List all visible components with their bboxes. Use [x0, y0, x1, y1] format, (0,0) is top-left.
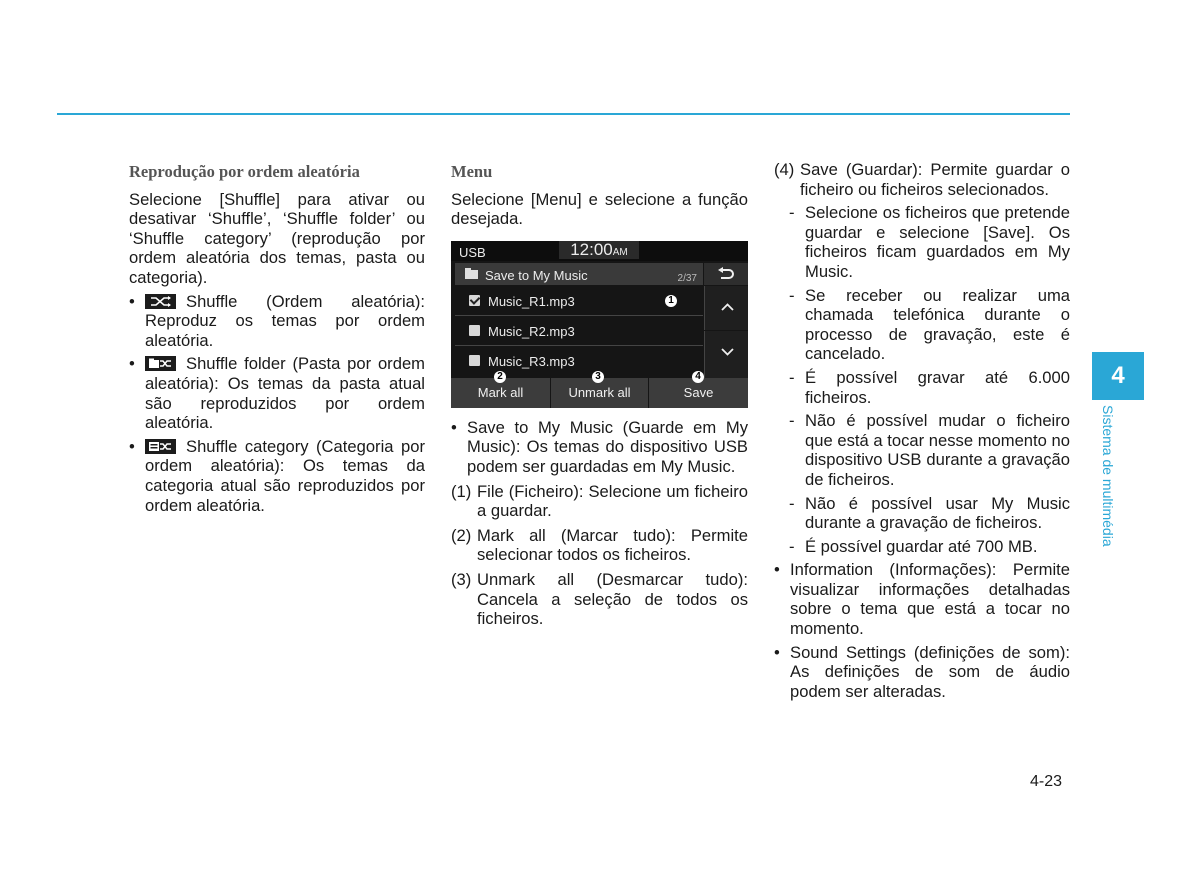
bullet-dot: •: [774, 642, 780, 662]
dash-item: [774, 537, 1070, 557]
folder-label: Save to My Music: [485, 267, 588, 283]
dash-item: [774, 203, 1070, 281]
numbered-item-1: [451, 482, 748, 521]
dash-item: [774, 494, 1070, 533]
column-save: [774, 160, 1070, 701]
callout-3: 3: [592, 371, 604, 383]
file-name: Music_R1.mp3: [488, 293, 575, 309]
shuffle-category-bullet: [129, 437, 425, 515]
clock: [559, 241, 639, 259]
track-count: 2/37: [677, 272, 697, 284]
top-rule: [57, 113, 1070, 115]
scroll-up-button[interactable]: [704, 286, 748, 330]
shuffle-bullet: [129, 292, 425, 351]
dash-item: [774, 286, 1070, 364]
shuffle-category-icon: [145, 439, 176, 454]
dash-text: É possível guardar até 700 MB.: [805, 536, 1038, 556]
bullet-dot: •: [451, 417, 457, 437]
bullet-dot: •: [774, 560, 780, 580]
back-icon: [717, 267, 735, 281]
bullet-text: Information (Informações): Permite visualizar informações detalhadas sobre o tema que está a tocar no momento.: [790, 560, 1070, 639]
folder-icon: [465, 268, 478, 279]
bullet-text: Sound Settings (definições de som): As definições de som de áudio podem ser alteradas.: [790, 642, 1070, 701]
dash-marker: -: [789, 203, 795, 223]
section-heading-shuffle: Reprodução por ordem aleatória: [129, 162, 360, 181]
dash-marker: -: [789, 411, 795, 431]
dash-item: [774, 411, 1070, 489]
dash-text: Se receber ou realizar uma chamada telefónica durante o processo de gravação, este é cancelado.: [805, 285, 1070, 364]
shuffle-text: Shuffle (Ordem aleatória): Reproduz os temas por ordem aleatória.: [145, 291, 425, 350]
folder-bar: [455, 263, 703, 285]
bullet-dot: •: [129, 436, 135, 456]
dash-marker: -: [789, 367, 795, 387]
bullet-text: Save to My Music (Guarde em My Music): Os temas do dispositivo USB podem ser guardadas em My Music.: [467, 417, 748, 476]
dash-text: Não é possível mudar o ficheiro que está a tocar nesse momento no dispositivo USB durante a gravação de ficheiros.: [805, 411, 1070, 489]
callout-4: 4: [692, 371, 704, 383]
sound-settings-bullet: [774, 643, 1070, 702]
usb-save-screen: [451, 241, 748, 408]
numbered-item-2: [451, 526, 748, 565]
shuffle-folder-bullet: [129, 354, 425, 432]
section-heading-menu: Menu: [451, 162, 493, 181]
file-row-1[interactable]: [455, 286, 703, 316]
chevron-up-icon: [721, 303, 734, 311]
chapter-title: Sistema de multimédia: [1100, 405, 1116, 547]
scroll-down-button[interactable]: [704, 331, 748, 378]
item-number: (4): [774, 160, 795, 179]
chapter-tab: 4: [1092, 352, 1144, 400]
item-number: (1): [451, 481, 472, 501]
shuffle-icon: [145, 294, 176, 309]
callout-2: 2: [494, 371, 506, 383]
mark-all-label: Mark all: [477, 384, 524, 400]
callout-1: 1: [665, 295, 677, 307]
source-label: USB: [459, 244, 486, 260]
file-row-3[interactable]: [455, 346, 703, 375]
dash-text: É possível gravar até 6.000 ficheiros.: [805, 367, 1070, 407]
back-button[interactable]: [704, 263, 748, 285]
dash-text: Não é possível usar My Music durante a gravação de ficheiros.: [805, 493, 1070, 533]
checkbox-checked[interactable]: [469, 295, 480, 306]
file-name: Music_R3.mp3: [488, 353, 575, 369]
information-bullet: [774, 560, 1070, 638]
column-menu: [451, 160, 748, 629]
dash-marker: -: [789, 285, 795, 305]
dash-text: Selecione os ficheiros que pretende guardar e selecione [Save]. Os ficheiros ficam guardados em My Music.: [805, 203, 1070, 281]
save-to-my-music-bullet: [451, 418, 748, 477]
bullet-dot: •: [129, 354, 135, 374]
menu-intro: Selecione [Menu] e selecione a função desejada.: [451, 189, 748, 229]
file-row-2[interactable]: [455, 316, 703, 346]
file-name: Music_R2.mp3: [488, 323, 575, 339]
clock-ampm: AM: [612, 246, 628, 258]
item-text: Save (Guardar): Permite guardar o ficheiro ou ficheiros selecionados.: [800, 160, 1070, 199]
dash-marker: -: [789, 536, 795, 556]
clock-time: 12:00: [570, 240, 613, 259]
item-text: Mark all (Marcar tudo): Permite selecionar todos os ficheiros.: [477, 525, 748, 565]
numbered-item-4: [774, 160, 1070, 199]
bullet-dot: •: [129, 291, 135, 311]
item-number: (3): [451, 569, 472, 589]
numbered-item-3: [451, 570, 748, 629]
item-text: Unmark all (Desmarcar tudo): Cancela a seleção de todos os ficheiros.: [477, 569, 748, 629]
shuffle-folder-icon: [145, 356, 176, 371]
shuffle-category-text: Shuffle category (Categoria por ordem aleatória): Os temas da categoria atual são reproduzidos por ordem aleatória.: [145, 436, 425, 515]
dash-marker: -: [789, 493, 795, 513]
item-text: File (Ficheiro): Selecione um ficheiro a guardar.: [477, 481, 748, 521]
unmark-all-label: Unmark all: [568, 384, 631, 400]
checkbox-unchecked[interactable]: [469, 355, 480, 366]
dash-item: [774, 368, 1070, 407]
page-number: 4-23: [1030, 773, 1063, 790]
shuffle-folder-text: Shuffle folder (Pasta por ordem aleatória): Os temas da pasta atual são reproduzidos por ordem aleatória.: [145, 354, 425, 433]
save-label: Save: [683, 384, 714, 400]
item-number: (2): [451, 525, 472, 545]
shuffle-intro: Selecione [Shuffle] para ativar ou desativar ‘Shuffle’, ‘Shuffle folder’ ou ‘Shuffle category’ (reprodução por ordem aleatória dos temas, pasta ou categoria).: [129, 189, 425, 287]
status-bar: [451, 241, 748, 261]
checkbox-unchecked[interactable]: [469, 325, 480, 336]
chevron-down-icon: [721, 348, 734, 356]
column-shuffle: [129, 160, 425, 515]
